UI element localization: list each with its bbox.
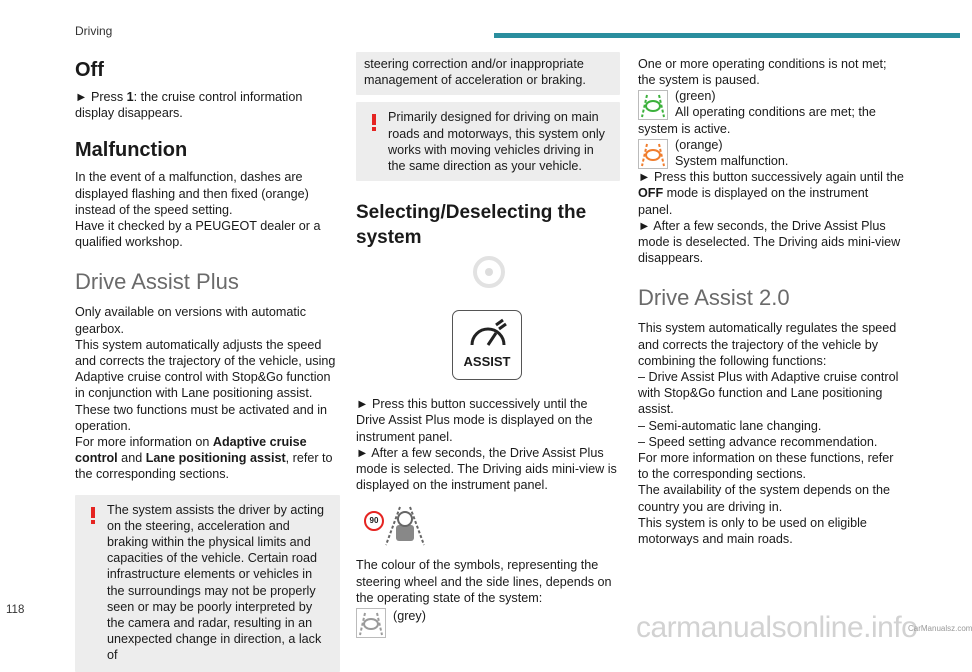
page-number: 118: [6, 604, 25, 616]
colour-paragraph: The colour of the symbols, representing the steering wheel and the side lines, depends on the operating state of the system:: [356, 558, 612, 605]
header-accent-bar: [494, 33, 960, 38]
warning-icon: [90, 507, 96, 523]
da2-paragraph-4: This system is only to be used on eligible motorways and main roads.: [638, 515, 867, 547]
da2-list-item-2: – Semi-automatic lane changing.: [638, 418, 822, 433]
drive-assist-plus-heading: Drive Assist Plus: [75, 269, 239, 295]
off-heading: Off: [75, 59, 104, 81]
dap-paragraph-3: These two functions must be activated and in operation.: [75, 402, 328, 433]
off-mode-paragraph: ► Press this button successively again until the OFF mode is displayed on the instrument panel.: [638, 170, 904, 217]
green-description: All operating conditions are met; the system is active.: [638, 105, 876, 136]
gauge-icon: [467, 319, 509, 349]
speed-limit-badge: 90: [364, 511, 384, 531]
dap-paragraph-4: For more information on Adaptive cruise control and Lane positioning assist, refer to the corresponding sections.: [75, 435, 333, 482]
malfunction-heading: Malfunction: [75, 139, 188, 162]
dap-paragraph-1: Only available on versions with automatic gearbox.: [75, 305, 306, 336]
column-2: [356, 56, 620, 638]
warning-note-1-text: The system assists the driver by acting on the steering, acceleration and braking within the physical limits and capacities of the vehicle. Certain road infrastructure elements or vehicles in the surroundings may not be properly seen or may be poorly interpreted by the camera and radar, resulting in an unexpected change in direction, a lack of: [107, 502, 324, 663]
icon-area: [356, 250, 620, 382]
column-1: [75, 56, 340, 672]
warning-note-1-continued: [356, 52, 620, 95]
selecting-heading: Selecting/Deselecting the system: [356, 202, 587, 249]
warning-note-2-text: Primarily designed for driving on main roads and motorways, this system only works with moving vehicles driving in the same direction as your vehicle.: [388, 110, 605, 174]
deselect-paragraph: ► After a few seconds, the Drive Assist Plus mode is deselected. The Driving aids mini-view disappears.: [638, 218, 901, 266]
watermark: carmanualsonline.info: [636, 611, 918, 644]
da2-list-item-3: – Speed setting advance recommendation.: [638, 434, 878, 449]
warning-icon: [371, 114, 377, 130]
grey-label: (grey): [393, 609, 426, 624]
warning-note-1: [75, 495, 340, 672]
malfunction-paragraph-1: In the event of a malfunction, dashes are displayed flashing and then fixed (orange) instead of the speed setting.: [75, 170, 309, 217]
orange-label: (orange): [675, 137, 723, 152]
warning-note-2: [356, 102, 620, 181]
steering-lines-grey-icon: [356, 608, 386, 638]
watermark-small: CarManualsz.com: [908, 624, 972, 633]
driving-aids-mini-view-icon: [356, 503, 620, 551]
grey-symbol-row: [356, 608, 620, 638]
dap-paragraph-2: This system automatically adjusts the speed and corrects the trajectory of the vehicle, using Adaptive cruise control with Stop&Go function in conjunction with Lane positioning assist.: [75, 337, 336, 401]
warning-note-1-cont-text: steering correction and/or inappropriate management of acceleration or braking.: [364, 57, 586, 88]
drive-assist-2-heading: Drive Assist 2.0: [638, 285, 790, 311]
assist-button-icon: [452, 310, 522, 380]
lane-assist-icon: [382, 503, 428, 549]
steering-lines-green-icon: [638, 90, 668, 120]
green-label: (green): [675, 89, 716, 104]
off-paragraph: ► Press 1: the cruise control information display disappears.: [75, 90, 303, 121]
da2-list-item-1: – Drive Assist Plus with Adaptive cruise control with Stop&Go function and Lane positioning assist.: [638, 370, 899, 417]
running-header: Driving: [75, 24, 113, 38]
grey-description: One or more operating conditions is not met; the system is paused.: [638, 57, 887, 88]
da2-paragraph-3: The availability of the system depends on the country you are driving in.: [638, 483, 891, 514]
assist-label: ASSIST: [463, 354, 511, 370]
orange-description: System malfunction.: [675, 154, 789, 169]
column-3: [638, 56, 904, 547]
steering-wheel-icon: [473, 256, 505, 288]
malfunction-paragraph-2: Have it checked by a PEUGEOT dealer or a qualified workshop.: [75, 219, 321, 250]
da2-paragraph-2: For more information on these functions, refer to the corresponding sections.: [638, 451, 894, 482]
select-paragraph-1: ► Press this button successively until the Drive Assist Plus mode is displayed on the instrument panel.: [356, 397, 593, 444]
steering-lines-orange-icon: [638, 139, 668, 169]
da2-paragraph-1: This system automatically regulates the speed and corrects the trajectory of the vehicle by combining the following functions:: [638, 321, 897, 368]
orange-symbol-row: [638, 137, 904, 169]
select-paragraph-2: ► After a few seconds, the Drive Assist Plus mode is selected. The Driving aids mini-view is displayed on the instrument panel.: [356, 445, 617, 493]
